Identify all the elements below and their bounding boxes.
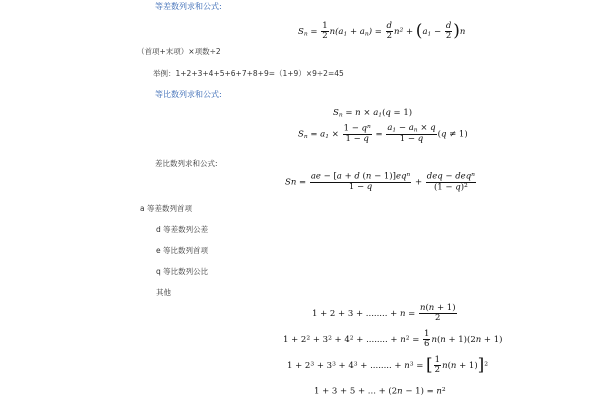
geometric-sum-formula-q1: $S_n = n \times a_1(q = 1)$ [333,108,413,119]
legend-d: d 等差数列公差 [156,225,209,234]
legend-a: a 等差数列首项 [140,204,192,213]
arithmetic-sum-title: 等差数列求和公式: [155,2,222,11]
sum-squares: $1 + 2^2 + 3^2 + 4^2$ + ........ + $n^2$ = $\frac{1}{6}$ n(n + 1)(2n + 1) [283,329,503,349]
arithmetic-sum-example: 举例：1+2+3+4+5+6+7+8+9=（1+9）×9÷2=45 [153,69,344,78]
geometric-sum-formula-qne1: $S_n = a_1$ × $\frac{1 - q^n}{1 - q}$ = $\frac{a_1 - a_n \times q}{1 - q}$ (q ≠ 1) [298,123,468,144]
arithmetic-sum-formula: $S_n$ = $\frac{1}{2}$ $n(a_1 + a_n)$ = $\frac{d}{2}$ $n^2 + (a_1$ − $\frac{d}{2}$ )n [298,20,466,41]
legend-other: 其他 [156,288,171,297]
legend-q: q 等比数列公比 [156,267,209,276]
sum-odd-numbers: 1 + 3 + 5 + ... + $(2n - 1) = n^2$ [314,386,446,397]
geometric-sum-title: 等比数列求和公式: [155,90,222,99]
sum-natural-numbers: 1 + 2 + 3 + ........ + n = $\frac{n(n + 1)}{2}$ [312,303,456,323]
mixed-sum-formula: Sn = $\frac{ae - [a + d (n - 1)]eq^n}{1 - q}$ + $\frac{deq - deq^n}{(1 - q)^2}$ [285,171,475,193]
sum-cubes: $1 + 2^3 + 3^3 + 4^3$ + ........ + $n^3$ = [ $\frac{1}{2}$ n(n + 1)]$^2$ [287,354,489,375]
arithmetic-sum-note: （首项+末项）×项数÷2 [137,47,221,56]
mixed-sum-title: 差比数列求和公式: [155,159,218,168]
legend-e: e 等比数列首项 [156,246,208,255]
